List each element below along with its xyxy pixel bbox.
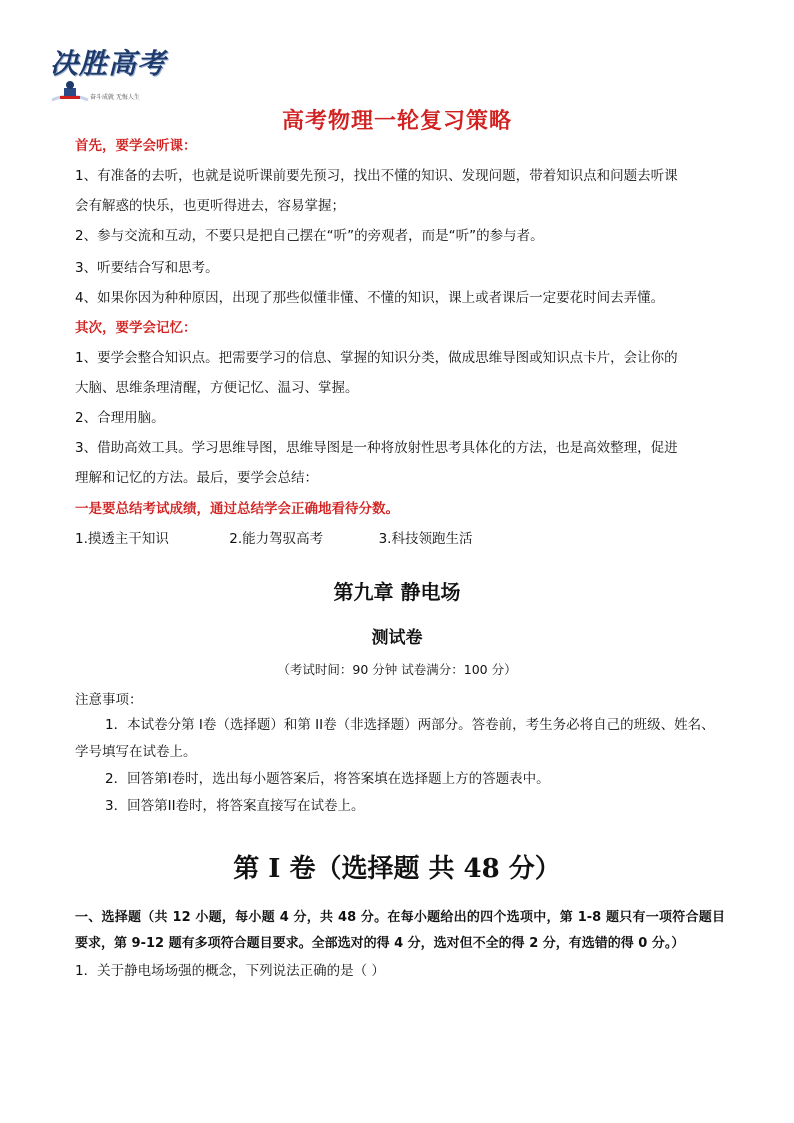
tips-row bbox=[75, 524, 472, 554]
section2-line: 1、要学会整合知识点。把需要学习的信息、掌握的知识分类，做成思维导图或知识点卡片，会让你的 bbox=[75, 350, 678, 366]
tip-item: 2.能力驾驭高考 bbox=[229, 531, 324, 547]
summary-highlight: 一是要总结考试成绩，通过总结学会正确地看待分数。 bbox=[75, 501, 399, 517]
tip-item: 3.科技领跑生活 bbox=[378, 531, 473, 547]
section1-line: 2、参与交流和互动，不要只是把自己摆在“听”的旁观者，而是“听”的参与者。 bbox=[75, 228, 544, 244]
note-line: 学号填写在试卷上。 bbox=[75, 744, 197, 760]
question-1: 1．关于静电场场强的概念，下列说法正确的是（ ） bbox=[75, 963, 385, 979]
logo-text: 决胜高考 bbox=[50, 47, 167, 80]
note-line: 2．回答第I卷时，选出每小题答案后，将答案填在选择题上方的答题表中。 bbox=[105, 771, 550, 787]
tip-item: 1.摸透主干知识 bbox=[75, 531, 169, 547]
section1-line: 4、如果你因为种种原因，出现了那些似懂非懂、不懂的知识，课上或者课后一定要花时间去弄懂。 bbox=[75, 290, 665, 306]
note-line: 3．回答第II卷时，将答案直接写在试卷上。 bbox=[105, 798, 365, 814]
section2-line: 大脑、思维条理清醒，方便记忆、温习、掌握。 bbox=[75, 380, 359, 396]
test-subtitle: 测试卷 bbox=[371, 628, 423, 648]
section2-line: 理解和记忆的方法。最后，要学会总结： bbox=[75, 470, 318, 486]
main-title: 高考物理一轮复习策略 bbox=[281, 109, 512, 134]
section2-line: 2、合理用脑。 bbox=[75, 410, 165, 426]
notes-title: 注意事项： bbox=[75, 692, 143, 708]
logo-subtext: 奋斗成就 无悔人生 bbox=[90, 94, 140, 101]
part-title: 第 I 卷（选择题 共 48 分） bbox=[233, 854, 561, 884]
section1-line: 会有解惑的快乐，也更听得进去，容易掌握； bbox=[75, 198, 345, 214]
section1-line: 1、有准备的去听，也就是说听课前要先预习，找出不懂的知识、发现问题，带着知识点和问题去听课 bbox=[75, 168, 678, 184]
exam-info: （考试时间：90 分钟 试卷满分：100 分） bbox=[277, 662, 517, 677]
logo bbox=[50, 40, 180, 108]
student-reading-logo-icon bbox=[50, 78, 90, 106]
chapter-title: 第九章 静电场 bbox=[333, 580, 461, 604]
section1-heading: 首先，要学会听课： bbox=[75, 138, 197, 154]
section1-line: 3、听要结合写和思考。 bbox=[75, 260, 219, 276]
section2-heading: 其次，要学会记忆： bbox=[75, 320, 197, 336]
section2-line: 3、借助高效工具。学习思维导图，思维导图是一种将放射性思考具体化的方法，也是高效整理，促进 bbox=[75, 440, 678, 456]
question-section-intro: 一、选择题（共 12 小题，每小题 4 分，共 48 分。在每小题给出的四个选项中，第 1-8 题只有一项符合题目要求，第 9-12 题有多项符合题目要求。全部选对的得 4 分，选对但不全的得 2 分，有选错的得 0 分。） bbox=[75, 910, 725, 951]
note-line: 1．本试卷分第 I卷（选择题）和第 II卷（非选择题）两部分。答卷前，考生务必将自己的班级、姓名、 bbox=[105, 717, 715, 733]
